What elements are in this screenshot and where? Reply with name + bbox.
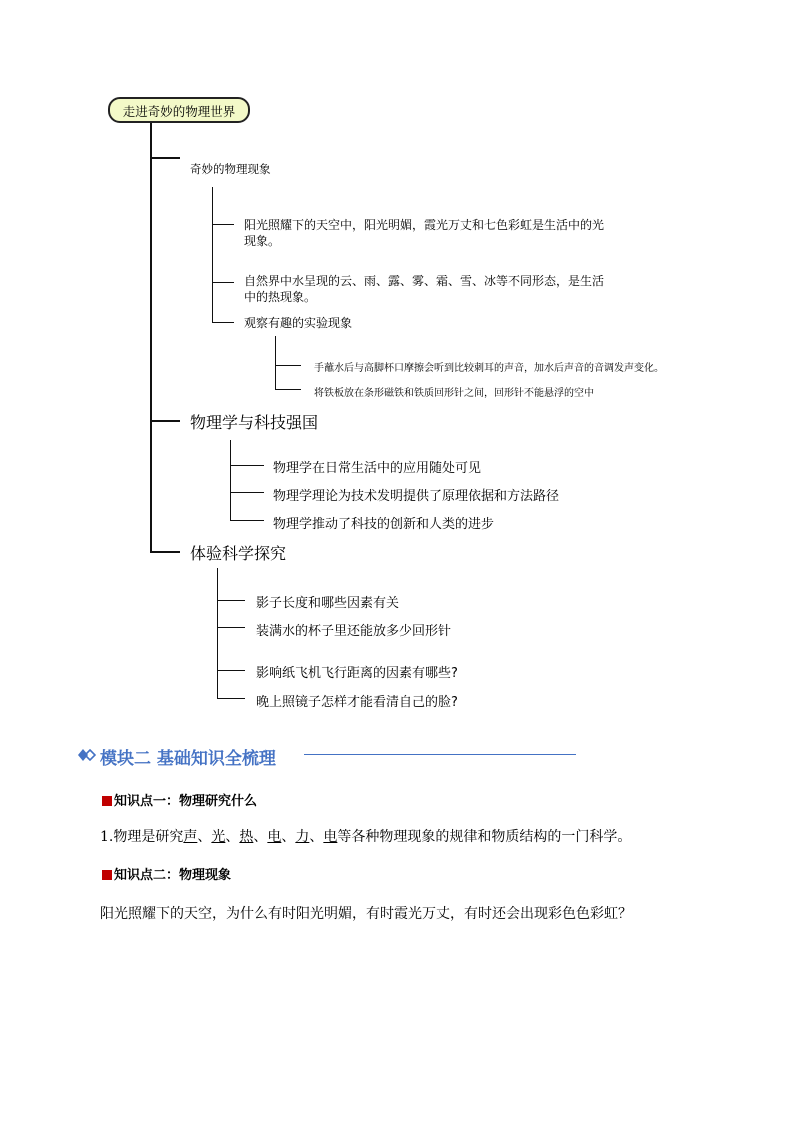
inquiry-item-1: 影子长度和哪些因素有关	[256, 596, 400, 611]
experiment-glass: 手蘸水后与高脚杯口摩擦会听到比较刺耳的声音，加水后声音的音调发声变化。	[314, 363, 664, 374]
branch1-tick	[212, 224, 234, 225]
square-bullet-icon	[102, 870, 112, 880]
kp1-suffix: 等各种物理现象的规律和物质结构的一门科学。	[337, 829, 632, 845]
knowledge-point-1-title	[102, 790, 257, 809]
branch3-tick	[217, 670, 245, 671]
title-rule	[304, 754, 576, 755]
tech-item-3: 物理学推动了科技的创新和人类的进步	[273, 517, 495, 532]
term-electric-2: 电	[323, 829, 338, 845]
inquiry-item-2: 装满水的杯子里还能放多少回形针	[256, 624, 452, 639]
kp1-paragraph: 1.物理是研究声、光、热、电、力、电等各种物理现象的规律和物质结构的一门科学。	[100, 829, 632, 845]
experiments-tick	[275, 389, 301, 390]
inquiry-item-3: 影响纸飞机飞行距离的因素有哪些?	[256, 666, 458, 681]
phenomenon-experiments: 观察有趣的实验现象	[244, 316, 353, 330]
branch3-tick	[217, 698, 245, 699]
term-sound: 声	[183, 829, 198, 845]
inquiry-item-4: 晚上照镜子怎样才能看清自己的脸?	[256, 695, 458, 710]
branch-connector	[150, 551, 180, 553]
branch1-tick	[212, 282, 234, 283]
tech-item-1: 物理学在日常生活中的应用随处可见	[273, 461, 482, 476]
branch1-line	[212, 187, 213, 323]
kp1-title-text: 知识点一：物理研究什么	[114, 794, 258, 809]
branch2-line	[230, 440, 231, 521]
mindmap-root: 走进奇妙的物理世界	[108, 97, 250, 123]
branch1-tick	[212, 322, 234, 323]
knowledge-point-2-title	[102, 864, 231, 883]
branch-label-technology: 物理学与科技强国	[190, 413, 319, 432]
branch2-tick	[230, 520, 264, 521]
term-light: 光	[211, 829, 226, 845]
diamond-icon	[78, 749, 96, 761]
branch-label-inquiry: 体验科学探究	[190, 544, 287, 563]
branch3-tick	[217, 627, 245, 628]
branch3-line	[217, 568, 218, 699]
experiment-magnet: 将铁板放在条形磁铁和铁质回形针之间，回形针不能悬浮的空中	[314, 388, 594, 399]
phenomenon-light: 阳光照耀下的天空中，阳光明媚，霞光万丈和七色彩虹是生活中的光现象。	[244, 218, 605, 248]
experiments-tick	[275, 365, 301, 366]
term-heat: 热	[239, 829, 254, 845]
trunk-line	[150, 123, 152, 552]
kp1-prefix: 1.物理是研究	[100, 829, 184, 845]
experiments-line	[275, 336, 276, 390]
kp2-paragraph: 阳光照耀下的天空，为什么有时阳光明媚，有时霞光万丈，有时还会出现彩色色彩虹？	[100, 906, 632, 922]
branch-label-phenomena: 奇妙的物理现象	[190, 162, 271, 176]
branch3-tick	[217, 600, 245, 601]
branch-connector	[150, 420, 180, 422]
tech-item-2: 物理学理论为技术发明提供了原理依据和方法路径	[273, 489, 560, 504]
term-electric: 电	[267, 829, 282, 845]
phenomenon-heat: 自然界中水呈现的云、雨、露、雾、霜、雪、冰等不同形态，是生活中的热现象。	[244, 274, 605, 304]
module-title-text: 模块二 基础知识全梳理	[100, 749, 276, 769]
kp2-title-text: 知识点二：物理现象	[114, 868, 232, 883]
branch2-tick	[230, 492, 264, 493]
branch2-tick	[230, 465, 264, 466]
term-force: 力	[295, 829, 310, 845]
square-bullet-icon	[102, 796, 112, 806]
module-title	[100, 744, 276, 769]
branch-connector	[150, 157, 180, 159]
